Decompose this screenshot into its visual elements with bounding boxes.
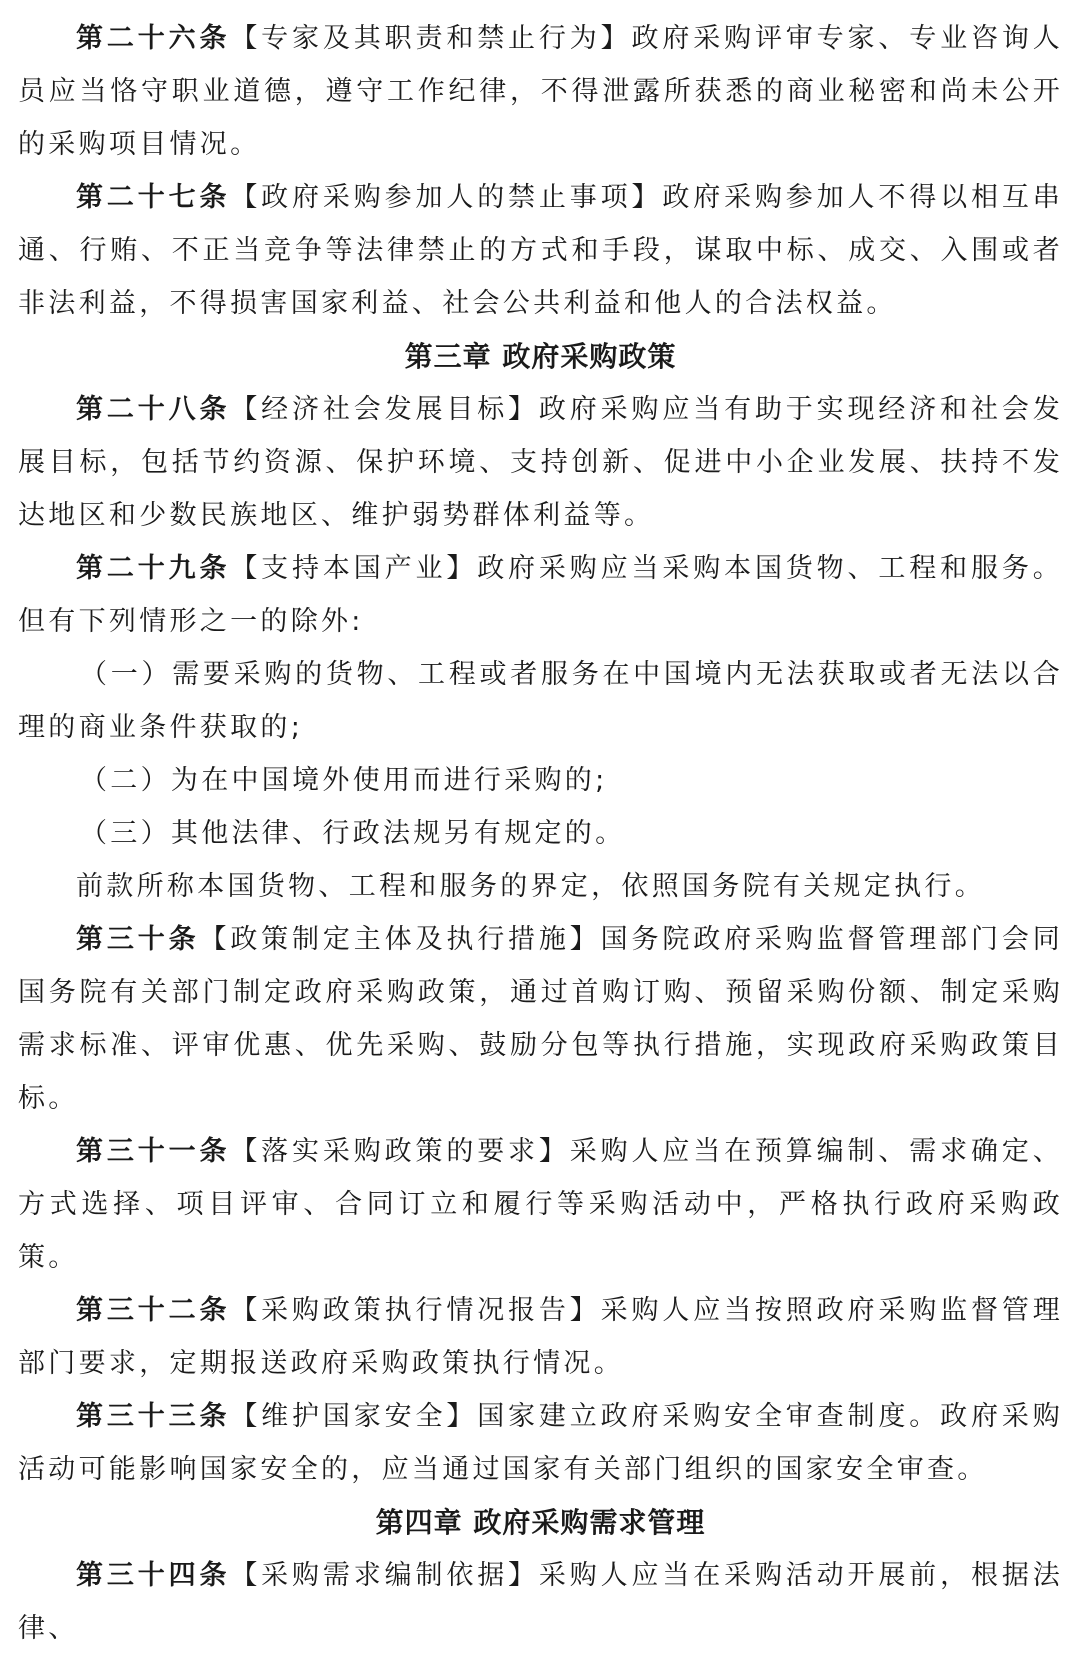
article-text: 【政府采购参加人的禁止事项】政府采购参加人不得以相互串通、行贿、不正当竞争等法律禁止的方式和手段，谋取中标、成交、入围或者非法利益，不得损害国家利益、社会公共利益和他人的合法权益。 [18,182,1063,319]
article-number: 第二十九条 [76,553,231,584]
article-text: 【专家及其职责和禁止行为】政府采购评审专家、专业咨询人员应当恪守职业道德，遵守工作纪律，不得泄露所获悉的商业秘密和尚未公开的采购项目情况。 [18,23,1063,160]
article-31 [18,1125,1063,1284]
list-item: （一）需要采购的货物、工程或者服务在中国境内无法获取或者无法以合理的商业条件获取的; [18,659,1063,743]
article-33 [18,1390,1063,1496]
article-text: 【落实采购政策的要求】采购人应当在预算编制、需求确定、方式选择、项目评审、合同订立和履行等采购活动中，严格执行政府采购政策。 [18,1136,1063,1273]
article-number: 第二十八条 [76,394,231,425]
article-text: 【采购政策执行情况报告】采购人应当按照政府采购监督管理部门要求，定期报送政府采购政策执行情况。 [18,1295,1063,1379]
document-page [18,12,1063,1655]
article-28 [18,383,1063,542]
article-text: 【经济社会发展目标】政府采购应当有助于实现经济和社会发展目标，包括节约资源、保护环境、支持创新、促进中小企业发展、扶持不发达地区和少数民族地区、维护弱势群体利益等。 [18,394,1063,531]
chapter-heading: 第三章 政府采购政策 [404,340,677,373]
article-29-note: 前款所称本国货物、工程和服务的界定，依照国务院有关规定执行。 [76,871,985,902]
article-number: 第二十六条 [76,23,231,54]
article-number: 第三十一条 [76,1136,231,1167]
article-text: 【政策制定主体及执行措施】国务院政府采购监督管理部门会同国务院有关部门制定政府采购政策，通过首购订购、预留采购份额、制定采购需求标准、评审优惠、优先采购、鼓励分包等执行措施，实现政府采购政策目标。 [18,924,1063,1114]
article-32 [18,1284,1063,1390]
list-item: （三）其他法律、行政法规另有规定的。 [80,818,626,849]
article-text: 【支持本国产业】政府采购应当采购本国货物、工程和服务。但有下列情形之一的除外: [18,553,1063,637]
article-34 [18,1549,1063,1655]
chapter-heading: 第四章 政府采购需求管理 [375,1506,706,1539]
article-text: 【维护国家安全】国家建立政府采购安全审查制度。政府采购活动可能影响国家安全的，应当通过国家有关部门组织的国家安全审查。 [18,1401,1063,1485]
article-text: 【采购需求编制依据】采购人应当在采购活动开展前，根据法律、 [18,1560,1063,1644]
article-26 [18,12,1063,171]
article-30 [18,913,1063,1125]
article-number: 第三十三条 [76,1401,231,1432]
article-number: 第三十条 [76,924,200,955]
article-27 [18,171,1063,330]
list-item: （二）为在中国境外使用而进行采购的; [80,765,608,796]
article-29 [18,542,1063,648]
article-number: 第二十七条 [76,182,231,213]
article-number: 第三十四条 [76,1560,231,1591]
article-number: 第三十二条 [76,1295,231,1326]
